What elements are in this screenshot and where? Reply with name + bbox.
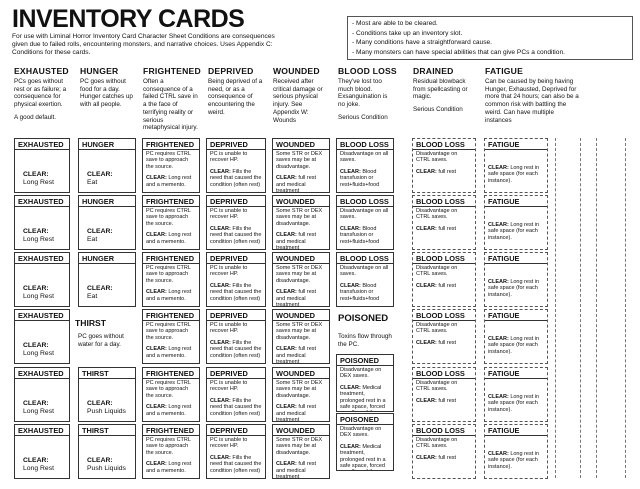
- card-body: [337, 150, 393, 189]
- card-body: [15, 264, 69, 302]
- clear-condition: Blood transfusion or rest+fluids+food: [340, 225, 380, 245]
- card-effect-text: Disadvantage on CTRL saves.: [416, 208, 458, 221]
- deprived-card: [206, 367, 266, 422]
- clear-label: CLEAR:: [23, 342, 49, 349]
- card-body: [143, 207, 199, 246]
- thirst-card: [78, 424, 136, 479]
- column-heading: EXHAUSTED: [14, 66, 69, 76]
- wounded-card: [272, 309, 330, 364]
- card-effect-text: PC requires CTRL save to approach the source.: [146, 322, 191, 341]
- card-title: FRIGHTENED: [143, 139, 199, 150]
- column-frightened: [143, 66, 201, 132]
- clear-label: CLEAR:: [416, 225, 437, 232]
- card-body: [207, 264, 265, 303]
- clear-label: CLEAR:: [340, 225, 361, 232]
- clear-label: CLEAR:: [276, 404, 297, 411]
- wounded-card: [272, 252, 330, 307]
- clear-condition: Long rest and a memento.: [146, 289, 192, 302]
- clear-condition: Long Rest: [23, 179, 54, 186]
- card-body: [485, 436, 547, 471]
- card-title: FRIGHTENED: [143, 253, 199, 264]
- card-title: THIRST: [79, 425, 135, 436]
- frightened-card: [142, 309, 200, 364]
- card-effect-text: Disadvantage on CTRL saves.: [416, 265, 458, 278]
- wounded-card: [272, 138, 330, 193]
- card-effect-text: PC is unable to recover HP.: [210, 322, 248, 335]
- clear-condition: Blood transfusion or rest+fluids+food: [340, 168, 380, 188]
- card-title: BLOOD LOSS: [413, 310, 475, 321]
- thirst-heading: THIRST: [75, 318, 107, 328]
- card-title: BLOOD LOSS: [337, 139, 393, 150]
- card-body: [15, 207, 69, 245]
- clear-condition: Medical treatment, prolonged rest in a safe space, forced: [340, 384, 386, 411]
- card-effect-text: Disadvantage on CTRL saves.: [416, 380, 458, 393]
- clear-condition: Medical treatment, prolonged rest in a safe space, forced: [340, 443, 386, 470]
- exhausted-card: [14, 309, 70, 364]
- card-body: [413, 379, 475, 405]
- card-effect-text: Some STR or DEX saves may be at disadvantage.: [276, 322, 323, 341]
- fatigue-card: [484, 195, 548, 250]
- card-body: [207, 436, 265, 475]
- card-title: POISONED: [337, 414, 393, 425]
- fatigue-card: [484, 367, 548, 422]
- clear-condition: Long rest in safe space (for each instance).: [488, 394, 540, 413]
- clear-condition: full rest and medical treatment: [276, 232, 317, 250]
- clear-label: CLEAR:: [276, 175, 297, 182]
- frightened-card: [142, 424, 200, 479]
- clear-condition: full rest and medical treatment: [276, 461, 317, 479]
- deprived-card: [206, 252, 266, 307]
- column-fatigue: [485, 66, 581, 124]
- card-body: [273, 207, 329, 250]
- frightened-card: [142, 138, 200, 193]
- clear-condition: Fills the need that caused the condition (often rest): [210, 225, 262, 245]
- clear-label: CLEAR:: [416, 454, 437, 461]
- clear-label: CLEAR:: [87, 285, 113, 292]
- card-body: [273, 264, 329, 307]
- clear-condition: full rest and medical treatment: [276, 404, 317, 422]
- card-body: [337, 425, 393, 471]
- column-drained: [413, 66, 475, 114]
- card-title: EXHAUSTED: [15, 425, 69, 436]
- card-body: [79, 264, 135, 302]
- column-note: A good default.: [14, 113, 57, 121]
- card-body: [413, 150, 475, 176]
- card-effect-text: Disadvantage on all saves.: [340, 265, 389, 278]
- clear-condition: Fills the need that caused the condition (often rest): [210, 339, 262, 359]
- clear-label: CLEAR:: [23, 228, 49, 235]
- note-item: - Conditions take up an inventory slot.: [352, 29, 463, 37]
- wounded-card: [272, 367, 330, 422]
- blood-loss-card: [336, 138, 394, 193]
- clear-condition: Long rest in safe space (for each instance).: [488, 165, 540, 184]
- card-title: DEPRIVED: [207, 368, 265, 379]
- clear-label: CLEAR:: [340, 443, 361, 450]
- clear-condition: Blood transfusion or rest+fluids+food: [340, 282, 380, 302]
- page-title: INVENTORY CARDS: [12, 5, 245, 33]
- clear-condition: full rest: [438, 454, 457, 461]
- clear-condition: Long rest and a memento.: [146, 175, 192, 188]
- column-heading: DRAINED: [413, 66, 454, 76]
- hunger-card: [78, 195, 136, 250]
- clear-label: CLEAR:: [23, 457, 49, 464]
- card-body: [485, 207, 547, 242]
- card-body: [143, 321, 199, 360]
- clear-label: CLEAR:: [416, 397, 437, 404]
- blood-loss-card: [336, 252, 394, 307]
- deprived-card: [206, 424, 266, 479]
- drained-card: [412, 138, 476, 193]
- exhausted-card: [14, 138, 70, 193]
- clear-condition: Eat: [87, 179, 98, 186]
- card-body: [337, 207, 393, 246]
- hunger-card: [78, 252, 136, 307]
- clear-condition: Long Rest: [23, 465, 54, 472]
- thirst-description: PC goes without water for a day.: [78, 333, 124, 348]
- deprived-card: [206, 195, 266, 250]
- card-effect-text: Disadvantage on all saves.: [340, 151, 389, 164]
- clear-condition: Long rest and a memento.: [146, 346, 192, 359]
- card-body: [413, 207, 475, 233]
- card-body: [79, 150, 135, 188]
- card-effect-text: Some STR or DEX saves may be at disadvantage.: [276, 437, 323, 456]
- column-heading: HUNGER: [80, 66, 119, 76]
- clear-label: CLEAR:: [276, 346, 297, 353]
- card-title: HUNGER: [79, 253, 135, 264]
- clear-label: CLEAR:: [87, 457, 113, 464]
- column-deprived: [208, 66, 268, 117]
- column-exhausted: [14, 66, 72, 122]
- card-title: FRIGHTENED: [143, 196, 199, 207]
- clear-condition: Long Rest: [23, 350, 54, 357]
- column-blood-loss: [338, 66, 397, 122]
- card-body: [273, 436, 329, 479]
- frightened-card: [142, 195, 200, 250]
- blood-loss-card: [336, 195, 394, 250]
- card-effect-text: PC requires CTRL save to approach the source.: [146, 151, 191, 170]
- wounded-card: [272, 424, 330, 479]
- card-title: WOUNDED: [273, 425, 329, 436]
- clear-condition: Long Rest: [23, 236, 54, 243]
- card-effect-text: Disadvantage on CTRL saves.: [416, 437, 458, 450]
- wounded-card: [272, 195, 330, 250]
- card-body: [15, 150, 69, 188]
- clear-label: CLEAR:: [340, 384, 361, 391]
- card-title: BLOOD LOSS: [413, 425, 475, 436]
- deprived-card: [206, 138, 266, 193]
- card-title: BLOOD LOSS: [413, 253, 475, 264]
- exhausted-card: [14, 367, 70, 422]
- card-effect-text: PC is unable to recover HP.: [210, 151, 248, 164]
- card-title: FATIGUE: [485, 310, 547, 321]
- card-effect-text: PC is unable to recover HP.: [210, 265, 248, 278]
- clear-condition: Long rest and a memento.: [146, 404, 192, 417]
- intro-text: For use with Liminal Horror Inventory Card Character Sheet Conditions are consequences given due to failed rolls, encountering monsters, and narrative choices. Uses Appendix C: Conditions for these cards.: [12, 33, 275, 56]
- clear-label: CLEAR:: [87, 228, 113, 235]
- clear-label: CLEAR:: [146, 175, 167, 182]
- clear-condition: Long rest and a memento.: [146, 232, 192, 245]
- card-title: THIRST: [79, 368, 135, 379]
- clear-label: CLEAR:: [23, 400, 49, 407]
- column-wounded: [273, 66, 329, 124]
- card-body: [485, 379, 547, 414]
- card-title: EXHAUSTED: [15, 253, 69, 264]
- column-heading: FATIGUE: [485, 66, 524, 76]
- clear-label: CLEAR:: [210, 282, 231, 289]
- clear-label: CLEAR:: [340, 168, 361, 175]
- card-title: EXHAUSTED: [15, 196, 69, 207]
- card-title: FRIGHTENED: [143, 310, 199, 321]
- frightened-card: [142, 252, 200, 307]
- clear-condition: full rest and medical treatment: [276, 175, 317, 193]
- clear-label: CLEAR:: [488, 336, 509, 342]
- card-body: [207, 150, 265, 189]
- clear-condition: Long rest in safe space (for each instance).: [488, 222, 540, 241]
- card-body: [337, 366, 393, 412]
- card-effect-text: PC is unable to recover HP.: [210, 380, 248, 393]
- clear-label: CLEAR:: [210, 168, 231, 175]
- clear-label: CLEAR:: [488, 451, 509, 457]
- card-title: HUNGER: [79, 139, 135, 150]
- clear-condition: full rest: [438, 225, 457, 232]
- card-body: [413, 436, 475, 462]
- card-title: FATIGUE: [485, 196, 547, 207]
- card-title: EXHAUSTED: [15, 139, 69, 150]
- card-title: FRIGHTENED: [143, 368, 199, 379]
- poisoned-heading: POISONED: [338, 313, 389, 324]
- clear-label: CLEAR:: [87, 400, 113, 407]
- card-title: DEPRIVED: [207, 310, 265, 321]
- clear-condition: Push Liquids: [87, 408, 126, 415]
- card-title: WOUNDED: [273, 139, 329, 150]
- blank-card-column: [555, 138, 581, 478]
- exhausted-card: [14, 252, 70, 307]
- clear-label: CLEAR:: [488, 165, 509, 171]
- blank-card-column: [596, 138, 626, 478]
- clear-condition: Long rest in safe space (for each instance).: [488, 451, 540, 470]
- card-body: [413, 321, 475, 347]
- card-effect-text: PC requires CTRL save to approach the source.: [146, 437, 191, 456]
- card-body: [273, 379, 329, 422]
- card-body: [207, 207, 265, 246]
- card-body: [143, 264, 199, 303]
- card-body: [79, 379, 135, 417]
- note-item: - Many conditions have a straightforward cause.: [352, 39, 493, 46]
- card-body: [143, 436, 199, 475]
- clear-label: CLEAR:: [23, 285, 49, 292]
- card-effect-text: Disadvantage on DEX saves.: [340, 367, 382, 380]
- card-title: FATIGUE: [485, 253, 547, 264]
- card-title: FATIGUE: [485, 425, 547, 436]
- card-body: [485, 321, 547, 356]
- clear-label: CLEAR:: [416, 282, 437, 289]
- column-heading: DEPRIVED: [208, 66, 254, 76]
- exhausted-card: [14, 195, 70, 250]
- column-description: They've lost too much blood. Exsanguination is no joke.: [338, 78, 388, 109]
- card-title: HUNGER: [79, 196, 135, 207]
- column-note: Serious Condition: [413, 106, 463, 114]
- card-body: [79, 436, 135, 474]
- clear-label: CLEAR:: [276, 232, 297, 239]
- column-description: Being deprived of a need, or as a consequence of encountering the weird.: [208, 78, 263, 116]
- card-effect-text: Some STR or DEX saves may be at disadvantage.: [276, 265, 323, 284]
- clear-condition: Long rest and a memento.: [146, 461, 192, 474]
- column-description: Often a consequence of a failed CTRL save in a the face of terrifying reality or serious metaphysical injury.: [143, 78, 198, 132]
- clear-label: CLEAR:: [146, 346, 167, 353]
- clear-condition: Fills the need that caused the condition (often rest): [210, 397, 262, 417]
- exhausted-card: [14, 424, 70, 479]
- clear-condition: Eat: [87, 293, 98, 300]
- card-effect-text: Some STR or DEX saves may be at disadvantage.: [276, 380, 323, 399]
- clear-condition: Long rest in safe space (for each instance).: [488, 279, 540, 298]
- drained-card: [412, 195, 476, 250]
- card-body: [143, 379, 199, 418]
- card-body: [273, 321, 329, 364]
- card-effect-text: PC requires CTRL save to approach the source.: [146, 208, 191, 227]
- clear-condition: Long rest in safe space (for each instance).: [488, 336, 540, 355]
- clear-label: CLEAR:: [146, 404, 167, 411]
- clear-condition: full rest and medical treatment: [276, 346, 317, 364]
- card-title: DEPRIVED: [207, 139, 265, 150]
- deprived-card: [206, 309, 266, 364]
- thirst-card: [78, 367, 136, 422]
- clear-label: CLEAR:: [488, 222, 509, 228]
- card-effect-text: PC requires CTRL save to approach the source.: [146, 380, 191, 399]
- card-body: [485, 264, 547, 299]
- card-effect-text: PC is unable to recover HP.: [210, 437, 248, 450]
- card-title: WOUNDED: [273, 196, 329, 207]
- card-body: [79, 207, 135, 245]
- clear-label: CLEAR:: [210, 225, 231, 232]
- drained-card: [412, 424, 476, 479]
- fatigue-card: [484, 309, 548, 364]
- clear-condition: Long Rest: [23, 408, 54, 415]
- column-note: Serious Condition: [338, 113, 388, 121]
- card-body: [485, 150, 547, 185]
- clear-condition: full rest: [438, 282, 457, 289]
- clear-condition: Eat: [87, 236, 98, 243]
- card-title: POISONED: [337, 355, 393, 366]
- clear-label: CLEAR:: [87, 171, 113, 178]
- clear-label: CLEAR:: [276, 461, 297, 468]
- clear-label: CLEAR:: [210, 454, 231, 461]
- column-description: Received after critical damage or serious physical injury. See Appendix W: Wounds: [273, 78, 323, 124]
- card-title: FRIGHTENED: [143, 425, 199, 436]
- clear-label: CLEAR:: [488, 394, 509, 400]
- card-title: DEPRIVED: [207, 425, 265, 436]
- card-title: BLOOD LOSS: [413, 368, 475, 379]
- card-title: FATIGUE: [485, 368, 547, 379]
- card-body: [413, 264, 475, 290]
- clear-condition: Long Rest: [23, 293, 54, 300]
- fatigue-card: [484, 252, 548, 307]
- note-item: - Many monsters can have special abilities that can give PCs a condition.: [352, 48, 565, 56]
- poisoned-card: [336, 354, 394, 412]
- card-body: [15, 379, 69, 417]
- poisoned-description: Toxins flow through the PC.: [338, 333, 392, 348]
- drained-card: [412, 367, 476, 422]
- clear-condition: full rest: [438, 168, 457, 175]
- clear-label: CLEAR:: [210, 397, 231, 404]
- card-title: BLOOD LOSS: [413, 139, 475, 150]
- clear-condition: full rest: [438, 397, 457, 404]
- clear-label: CLEAR:: [146, 232, 167, 239]
- card-body: [15, 436, 69, 474]
- column-description: PCs goes without rest or as failure; a consequence for physical exertion.: [14, 78, 67, 109]
- column-description: Residual blowback from spellcasting or magic.: [413, 78, 468, 101]
- card-body: [337, 264, 393, 303]
- poisoned-card: [336, 413, 394, 471]
- clear-label: CLEAR:: [210, 339, 231, 346]
- clear-condition: full rest and medical treatment: [276, 289, 317, 307]
- card-effect-text: Disadvantage on all saves.: [340, 208, 389, 221]
- card-effect-text: PC requires CTRL save to approach the source.: [146, 265, 191, 284]
- card-effect-text: Some STR or DEX saves may be at disadvantage.: [276, 208, 323, 227]
- fatigue-card: [484, 424, 548, 479]
- clear-label: CLEAR:: [340, 282, 361, 289]
- column-hunger: [80, 66, 134, 109]
- clear-label: CLEAR:: [276, 289, 297, 296]
- clear-label: CLEAR:: [23, 171, 49, 178]
- card-effect-text: Disadvantage on CTRL saves.: [416, 322, 458, 335]
- card-title: FATIGUE: [485, 139, 547, 150]
- card-body: [15, 321, 69, 359]
- clear-label: CLEAR:: [488, 279, 509, 285]
- card-title: EXHAUSTED: [15, 310, 69, 321]
- clear-condition: Fills the need that caused the condition (often rest): [210, 454, 262, 474]
- card-title: DEPRIVED: [207, 253, 265, 264]
- drained-card: [412, 252, 476, 307]
- clear-label: CLEAR:: [146, 461, 167, 468]
- card-title: BLOOD LOSS: [413, 196, 475, 207]
- clear-condition: Fills the need that caused the condition (often rest): [210, 168, 262, 188]
- note-item: - Most are able to be cleared.: [352, 20, 438, 27]
- drained-card: [412, 309, 476, 364]
- fatigue-card: [484, 138, 548, 193]
- clear-condition: Fills the need that caused the condition (often rest): [210, 282, 262, 302]
- clear-label: CLEAR:: [416, 168, 437, 175]
- card-body: [207, 379, 265, 418]
- card-title: WOUNDED: [273, 253, 329, 264]
- card-effect-text: Disadvantage on DEX saves.: [340, 426, 382, 439]
- notes-box: [347, 16, 633, 60]
- card-title: BLOOD LOSS: [337, 253, 393, 264]
- card-effect-text: Some STR or DEX saves may be at disadvantage.: [276, 151, 323, 170]
- card-title: WOUNDED: [273, 310, 329, 321]
- frightened-card: [142, 367, 200, 422]
- card-effect-text: Disadvantage on CTRL saves.: [416, 151, 458, 164]
- card-effect-text: PC is unable to recover HP.: [210, 208, 248, 221]
- hunger-card: [78, 138, 136, 193]
- column-description: PC goes without food for a day. Hunger catches up with all people.: [80, 78, 133, 109]
- card-title: BLOOD LOSS: [337, 196, 393, 207]
- column-heading: BLOOD LOSS: [338, 66, 397, 76]
- card-body: [273, 150, 329, 193]
- clear-condition: full rest: [438, 339, 457, 346]
- card-title: EXHAUSTED: [15, 368, 69, 379]
- card-title: WOUNDED: [273, 368, 329, 379]
- column-description: Can be caused by being having Hunger, Exhausted, Deprived for more that 24 hours; can also be a common risk with battling the weird. Can have multiple instances: [485, 78, 579, 124]
- card-body: [143, 150, 199, 189]
- card-title: DEPRIVED: [207, 196, 265, 207]
- clear-label: CLEAR:: [146, 289, 167, 296]
- card-body: [207, 321, 265, 360]
- column-heading: FRIGHTENED: [143, 66, 201, 76]
- clear-label: CLEAR:: [416, 339, 437, 346]
- clear-condition: Push Liquids: [87, 465, 126, 472]
- column-heading: WOUNDED: [273, 66, 320, 76]
